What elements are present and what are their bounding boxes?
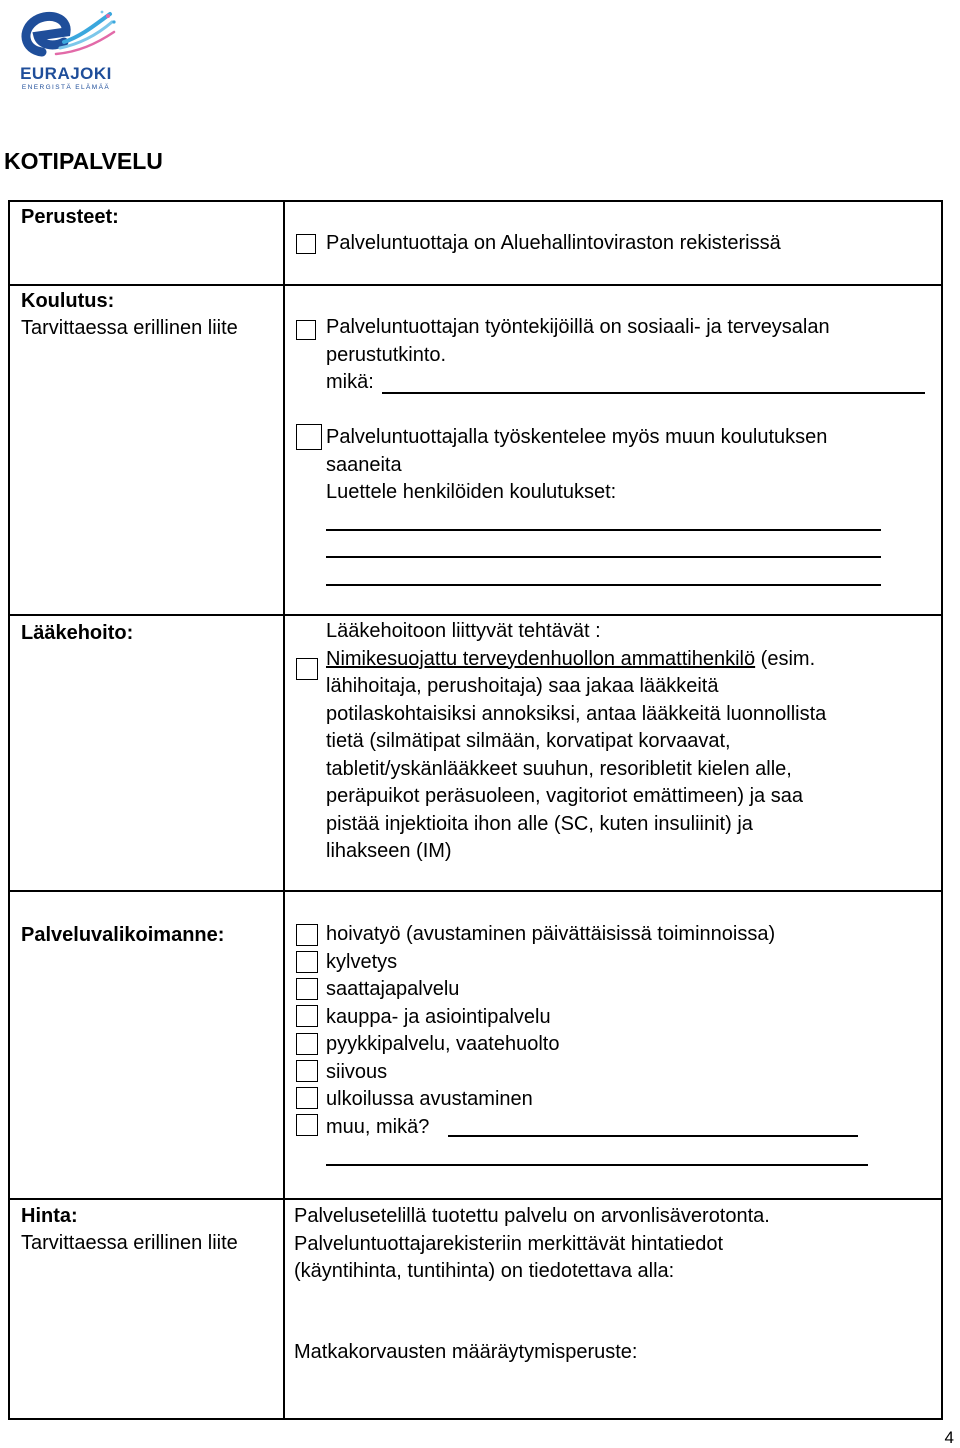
service-checkbox-kauppa[interactable] xyxy=(296,1005,318,1027)
logo-tagline: ENERGISTÄ ELÄMÄÄ xyxy=(21,84,111,91)
service-checkbox-siivous[interactable] xyxy=(296,1060,318,1082)
logo-name: EURAJOKI xyxy=(20,64,112,83)
laakehoito-label: Lääkehoito: xyxy=(21,622,134,644)
koulutukset-input-line-3[interactable] xyxy=(326,584,881,586)
koulutus-sublabel: Tarvittaessa erillinen liite xyxy=(21,317,238,339)
page-number: 4 xyxy=(944,1428,954,1447)
hinta-label: Hinta: Tarvittaessa erillinen liite xyxy=(21,1205,238,1254)
koulutus-label: Koulutus: Tarvittaessa erillinen liite xyxy=(21,290,238,339)
koulutus-checkbox-perustutkinto[interactable] xyxy=(296,320,316,340)
koulutukset-input-line-2[interactable] xyxy=(326,556,881,558)
mika-input-line[interactable] xyxy=(382,392,925,394)
list-item: pyykkipalvelu, vaatehuolto xyxy=(326,1033,560,1055)
perusteet-text: Palveluntuottaja on Aluehallintoviraston rekisterissä xyxy=(326,232,781,254)
hinta-sublabel: Tarvittaessa erillinen liite xyxy=(21,1232,238,1254)
service-checkbox-saattajapalvelu[interactable] xyxy=(296,978,318,1000)
koulutukset-input-line-1[interactable] xyxy=(326,529,881,531)
row-divider xyxy=(8,614,943,616)
koulutus-option1-text: Palveluntuottajan työntekijöillä on sosiaali- ja terveysalan perustutkinto. mikä: xyxy=(326,316,830,393)
service-checkbox-pyykkipalvelu[interactable] xyxy=(296,1033,318,1055)
list-item: ulkoilussa avustaminen xyxy=(326,1088,533,1110)
koulutus-option2-text: Palveluntuottajalla työskentelee myös muun koulutuksen saaneita Luettele henkilöiden koulutukset: xyxy=(326,426,828,503)
hinta-text: Palvelusetelillä tuotettu palvelu on arvonlisäverotonta. Palveluntuottajarekisteriin merkittävät hintatiedot (käyntihinta, tuntihinta) on tiedotettava alla: xyxy=(294,1205,770,1282)
list-item: kylvetys xyxy=(326,950,398,973)
list-item: hoivatyö (avustaminen päivättäisissä toiminnoissa) xyxy=(326,923,776,945)
nimikesuojattu-text: Nimikesuojattu terveydenhuollon ammattihenkilö xyxy=(326,647,756,670)
service-checkbox-muu[interactable] xyxy=(296,1114,318,1136)
service-checkbox-kylvetys[interactable] xyxy=(296,951,318,973)
list-item: saattajapalvelu xyxy=(326,978,460,1000)
matkakorvaus-text: Matkakorvausten määräytymisperuste: xyxy=(294,1341,638,1363)
page-title: KOTIPALVELU xyxy=(4,148,163,174)
row-divider xyxy=(8,890,943,892)
service-checkbox-hoivatyo[interactable] xyxy=(296,924,318,946)
koulutus-checkbox-muu[interactable] xyxy=(296,424,322,450)
service-checkbox-ulkoilu[interactable] xyxy=(296,1087,318,1109)
service-list xyxy=(326,921,775,1141)
row-divider xyxy=(8,284,943,286)
column-divider xyxy=(283,200,285,1420)
row-divider xyxy=(8,1198,943,1200)
list-item: siivous xyxy=(326,1060,388,1083)
muu-input-line[interactable] xyxy=(448,1135,858,1137)
palveluvalikoima-label: Palveluvalikoimanne: xyxy=(21,924,225,946)
list-item: kauppa- ja asiointipalvelu xyxy=(326,1005,551,1028)
laakehoito-checkbox[interactable] xyxy=(296,658,318,680)
list-item: muu, mikä? xyxy=(326,1115,430,1138)
perusteet-label: Perusteet: xyxy=(21,206,119,228)
laakehoito-text: Lääkehoitoon liittyvät tehtävät : Nimikesuojattu terveydenhuollon ammattihenkilö (esim. lähihoitaja, perushoitaja) saa jakaa lääkkeitä potilaskohtaisiksi annoksiksi, antaa lääkkeitä luonnollista tietä (silmätipat silmään, korvatipat korvaavat, tabletit/yskänlääkkeet suuhun, resoribletit kielen alle, peräpuikot peräsuoleen, vagitoriot emättimeen) ja saa pistää injektioita ihon alle (SC, kuten insuliinit) ja lihakseen (IM) xyxy=(326,620,827,862)
muu-input-line-2[interactable] xyxy=(326,1164,868,1166)
perusteet-checkbox[interactable] xyxy=(296,234,316,254)
